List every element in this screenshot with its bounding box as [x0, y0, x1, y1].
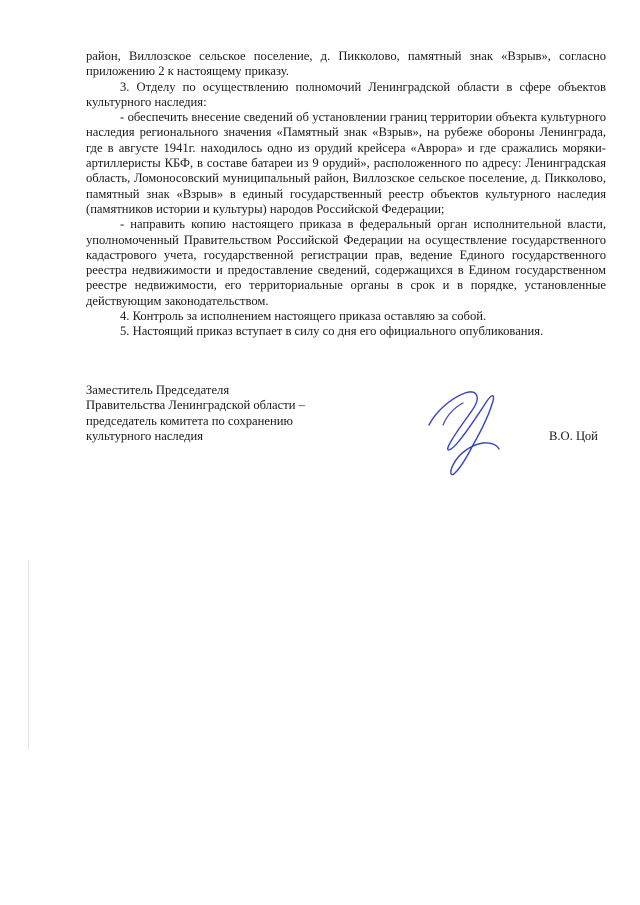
paragraph-item-4: 4. Контроль за исполнением настоящего приказа оставляю за собой. [120, 309, 487, 324]
paragraph-continuation: район, Виллозское сельское поселение, д. Пикколово, памятный знак «Взрыв», согласно приложению 2 к настоящему приказу. [86, 49, 606, 79]
position-line: Заместитель Председателя [86, 383, 230, 397]
paragraph-item-5: 5. Настоящий приказ вступает в силу со дня его официального опубликования. [120, 324, 544, 339]
position-line: Правительства Ленинградской области – [86, 398, 305, 413]
paragraph-subitem-send-copy: - направить копию настоящего приказа в федеральный орган исполнительной власти, уполномоченный Правительством Российской Федерации на осуществление государственного кадастрового учета, государственной регистрации прав, ведение Единого государственного реестра недвижимости и предоставление сведений, содержащихся в Едином государственном реестре недвижимости, его территориальные органы в срок и в порядке, установленные действующим законодательством. [86, 217, 606, 308]
paragraph-subitem-register: - обеспечить внесение сведений об установлении границ территории объекта культурного наследия регионального значения «Памятный знак «Взрыв», на рубеже обороны Ленинграда, где в августе 1941г. находилось одно из орудий крейсера «Аврора» и где сражались моряки-артиллеристы КБФ, в составе батареи из 9 орудий», расположенного по адресу: Ленинградская область, Ломоносовский муниципальный район, Виллозское сельское поселение, д. Пикколово, памятный знак «Взрыв» в единый государственный реестр объектов культурного наследия (памятников истории и культуры) народов Российской Федерации; [86, 110, 606, 216]
signatory-position [86, 383, 386, 444]
document-body [86, 49, 606, 340]
scan-edge-line [28, 560, 29, 750]
handwritten-signature [425, 385, 505, 480]
paragraph-item-3: 3. Отделу по осуществлению полномочий Ленинградской области в сфере объектов культурного наследия: [86, 79, 606, 109]
position-line: культурного наследия [86, 428, 204, 443]
signatory-name: В.О. Цой [549, 429, 598, 443]
position-line: председатель комитета по сохранению [86, 413, 293, 428]
